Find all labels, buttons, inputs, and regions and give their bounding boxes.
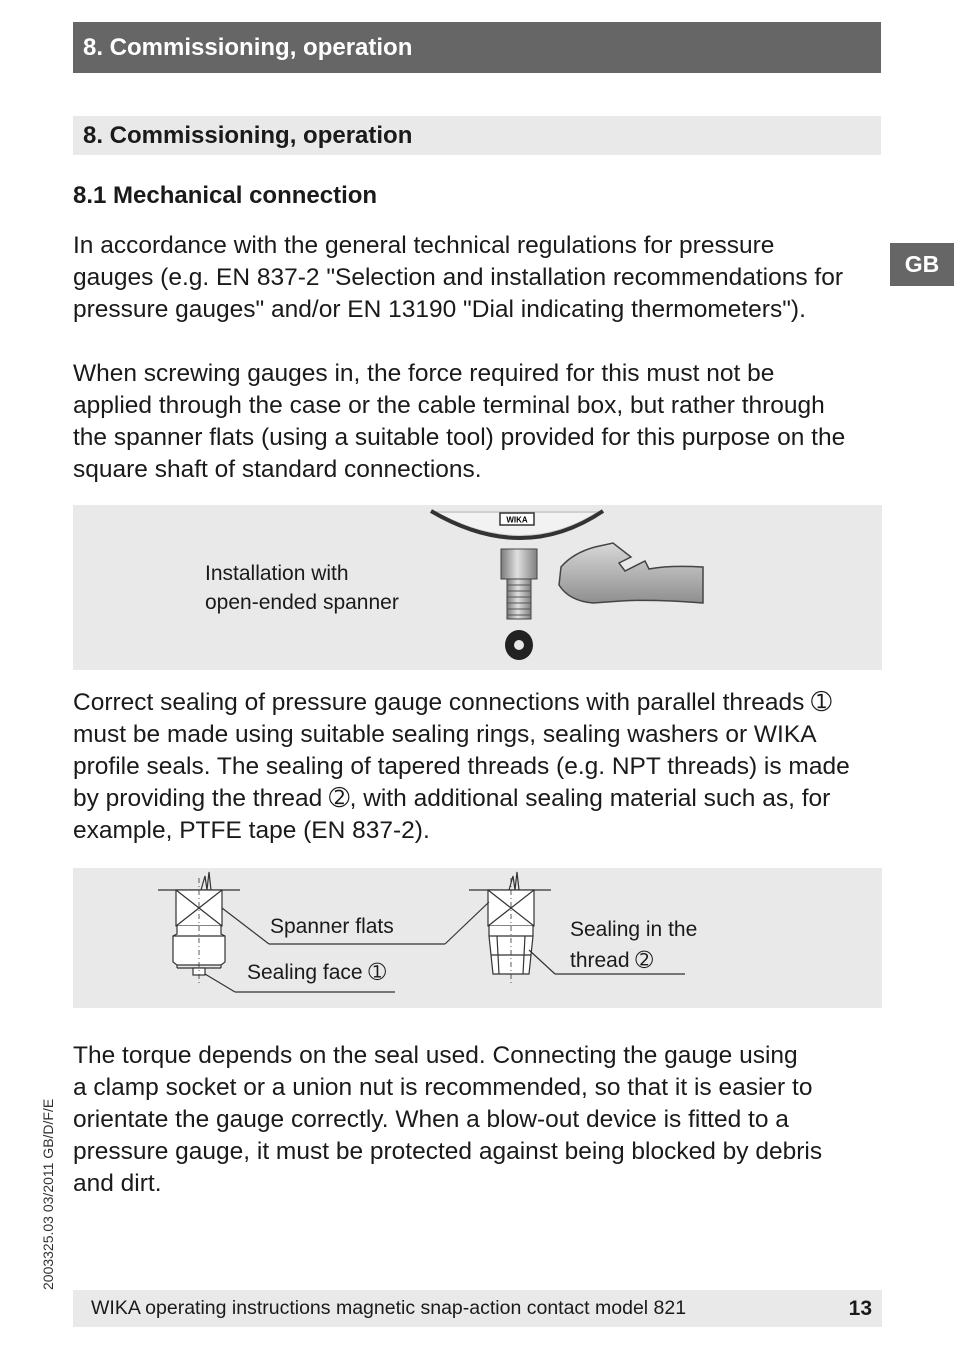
text-line: applied through the case or the cable terminal box, but rather through xyxy=(73,392,825,419)
page-header-bar xyxy=(73,22,881,73)
text-line: example, PTFE tape (EN 837-2). xyxy=(73,817,430,844)
document-code: 2003325.03 03/2011 GB/D/F/E xyxy=(40,1098,56,1290)
label-line: thread ➁ xyxy=(570,949,653,972)
text-line: The torque depends on the seal used. Connecting the gauge using xyxy=(73,1042,798,1069)
text-line: Correct sealing of pressure gauge connections with parallel threads ➀ xyxy=(73,689,832,716)
caption-line: Installation with xyxy=(205,562,349,585)
paragraph-regulations xyxy=(73,230,883,326)
page-number: 13 xyxy=(848,1296,872,1320)
label-line: Sealing in the xyxy=(570,918,698,941)
svg-text:WIKA: WIKA xyxy=(506,515,528,525)
caption-line: open-ended spanner xyxy=(205,591,399,614)
language-tab-gb[interactable]: GB xyxy=(890,243,954,286)
text-line: a clamp socket or a union nut is recommended, so that it is easier to xyxy=(73,1074,813,1101)
text-line: the spanner flats (using a suitable tool) provided for this purpose on the xyxy=(73,424,846,451)
figure-installation-spanner xyxy=(73,505,882,670)
section-heading-bar xyxy=(73,116,881,155)
figure-sealing-diagram xyxy=(73,868,882,1008)
text-line: When screwing gauges in, the force required for this must not be xyxy=(73,360,775,387)
section-title: 8. Commissioning, operation xyxy=(83,122,413,149)
sealing-diagram-drawing xyxy=(73,868,882,1008)
page-footer xyxy=(73,1290,882,1327)
paragraph-torque xyxy=(73,1040,883,1200)
text-line: gauges (e.g. EN 837-2 "Selection and installation recommendations for xyxy=(73,264,844,291)
gauge-spanner-illustration xyxy=(73,505,882,670)
paragraph-sealing xyxy=(73,687,883,847)
text-line: pressure gauges" and/or EN 13190 "Dial indicating thermometers"). xyxy=(73,296,806,323)
text-line: In accordance with the general technical regulations for pressure xyxy=(73,232,775,259)
label-sealing-face: Sealing face ➀ xyxy=(247,961,387,984)
text-line: orientate the gauge correctly. When a blow-out device is fitted to a xyxy=(73,1106,789,1133)
subsection-title: 8.1 Mechanical connection xyxy=(73,182,378,209)
text-line: pressure gauge, it must be protected against being blocked by debris xyxy=(73,1138,823,1165)
text-line: profile seals. The sealing of tapered threads (e.g. NPT threads) is made xyxy=(73,753,850,780)
footer-text: WIKA operating instructions magnetic snap-action contact model 821 xyxy=(91,1297,687,1319)
text-line: must be made using suitable sealing rings, sealing washers or WIKA xyxy=(73,721,817,748)
text-line: and dirt. xyxy=(73,1170,162,1197)
label-sealing-thread xyxy=(570,914,697,976)
text-line: by providing the thread ➁, with additional sealing material such as, for xyxy=(73,785,831,812)
paragraph-screwing xyxy=(73,358,883,486)
text-line: square shaft of standard connections. xyxy=(73,456,482,483)
label-spanner-flats: Spanner flats xyxy=(270,915,394,938)
header-title: 8. Commissioning, operation xyxy=(83,34,413,61)
